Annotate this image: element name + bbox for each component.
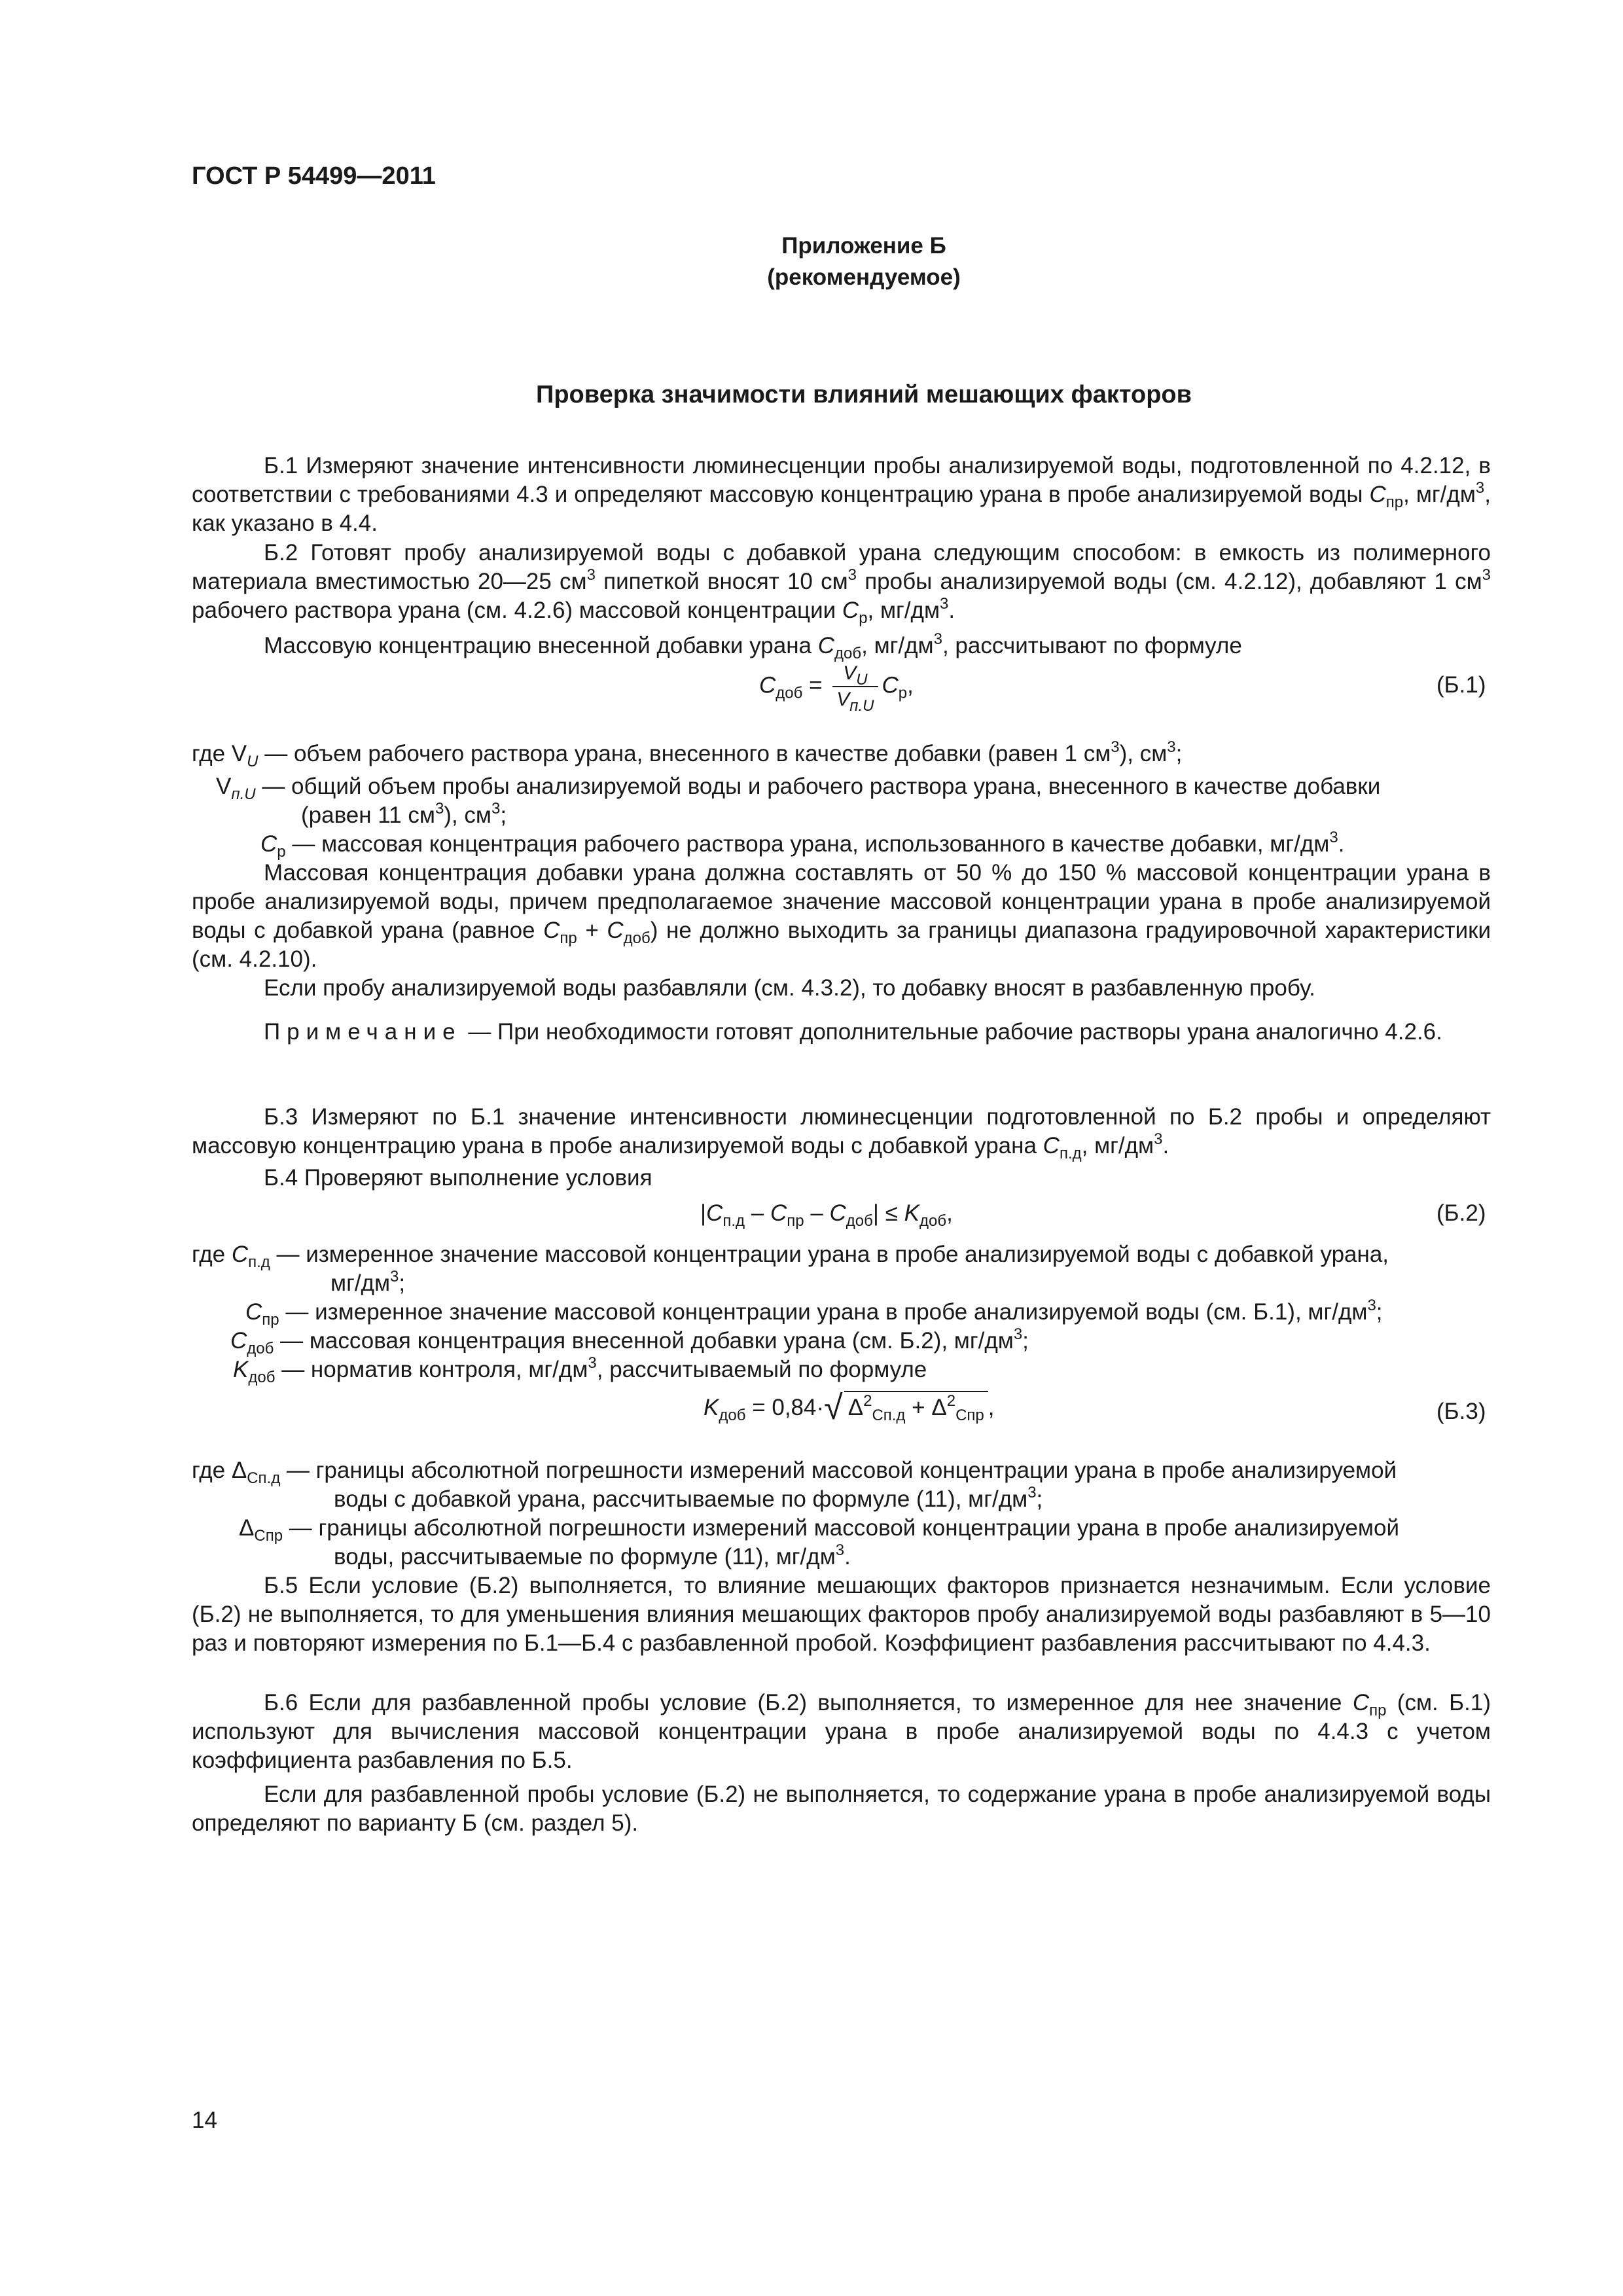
fraction-denominator: [832, 687, 878, 715]
superscript: 3: [586, 566, 596, 584]
v-symbol: V: [216, 774, 232, 799]
b3-tail: .: [1162, 1133, 1169, 1158]
appendix-label: Приложение Б: [781, 233, 946, 259]
fraction-numerator: [832, 661, 878, 687]
subscript: доб: [846, 1212, 873, 1230]
delta-symbol: Δ: [239, 1515, 255, 1541]
formula-comma: ,: [907, 672, 914, 698]
c-symbol: C: [770, 1200, 787, 1226]
subscript: пр: [1369, 1702, 1387, 1719]
delta-symbol: Δ: [231, 1458, 247, 1483]
paragraph-b5: Б.5 Если условие (Б.2) выполняется, то влияние мешающих факторов признается незначимым. Если условие (Б.2) не выполняется, то для уменьшения влияния мешающих факторов пробу анализируемой воды разбавляют в 5—10 раз и повторяют измерения по Б.1—Б.4 с разбавленной пробой. Коэффициент разбавления рассчитывают по 4.4.3.: [192, 1573, 1491, 1656]
subscript: доб: [719, 1407, 746, 1424]
superscript: 3: [835, 1541, 845, 1559]
vpu-definition-cont: (равен 11 см: [301, 802, 435, 828]
paragraph-dilution: Если пробу анализируемой воды разбавляли (см. 4.3.2), то добавку вносят в разбавленную пробу.: [264, 975, 1315, 1001]
c-symbol: C: [829, 1200, 846, 1226]
superscript: 3: [1475, 479, 1485, 497]
equation-number-b2: (Б.2): [1436, 1200, 1486, 1226]
mass-tail: , рассчитывают по формуле: [942, 633, 1242, 658]
where-prefix: где: [192, 1458, 232, 1483]
c-symbol: C: [543, 918, 560, 943]
paragraph-b2: [192, 539, 1491, 625]
b2-text: Б.2 Готовят пробу анализируемой воды с добавкой урана следующим способом: в емкость из полимерного материала вместимостью 20—25 см: [192, 540, 1491, 594]
subscript: Cпр: [254, 1527, 283, 1545]
k-symbol: K: [233, 1357, 249, 1382]
formula-comma: ,: [988, 1395, 995, 1420]
superscript: 3: [1013, 1325, 1023, 1343]
punctuation: ;: [399, 1270, 406, 1296]
where-line-delta-cpr-cont: [334, 1543, 851, 1571]
c-symbol: C: [882, 672, 899, 698]
vpu-definition: — общий объем пробы анализируемой воды и рабочего раствора урана, внесенного в качестве добавки: [255, 774, 1381, 799]
subscript: пр: [560, 929, 577, 947]
vu-unit: ), см: [1119, 741, 1168, 766]
superscript: 3: [940, 595, 949, 613]
c-symbol: C: [607, 918, 624, 943]
b2-unit: , мг/дм: [867, 598, 940, 623]
plus-sign: +: [905, 1395, 932, 1420]
c-symbol: C: [1043, 1133, 1060, 1158]
where-line-delta-cpr: [239, 1514, 1399, 1543]
kdob-definition: — норматив контроля, мг/дм: [275, 1357, 588, 1382]
abs-bar: |: [700, 1200, 707, 1226]
paragraph-b3: [192, 1103, 1491, 1160]
coefficient: = 0,84·: [745, 1395, 825, 1420]
c-symbol: C: [260, 831, 277, 857]
fraction: [832, 661, 878, 715]
subscript: п.д: [248, 1253, 270, 1271]
subscript: пр: [787, 1212, 804, 1230]
minus-sign: –: [745, 1200, 770, 1226]
superscript: 3: [390, 1268, 399, 1285]
b1-tail: , как указано в 4.4.: [192, 482, 1491, 536]
equals-sign: =: [802, 672, 829, 698]
mass-text: Массовую концентрацию внесенной добавки урана: [264, 633, 818, 658]
subscript: Cпр: [955, 1407, 984, 1424]
where-line-cpr: [245, 1298, 1383, 1327]
k-symbol: K: [704, 1395, 719, 1420]
paragraph-final: Если для разбавленной пробы условие (Б.2) не выполняется, то содержание урана в пробе анализируемой воды определяют по варианту Б (см. раздел 5).: [192, 1782, 1491, 1836]
b2-text-3: пробы анализируемой воды (см. 4.2.12), добавляют 1 см: [857, 569, 1482, 594]
where-prefix: где: [192, 1242, 232, 1267]
delta-cpr-cont: воды, рассчитываемые по формуле (11), мг/дм: [334, 1544, 836, 1570]
delta-cpr-definition: — границы абсолютной погрешности измерений массовой концентрации урана в пробе анализируемой: [283, 1515, 1400, 1541]
c-symbol: C: [706, 1200, 723, 1226]
paragraph-mass-formula-intro: [192, 632, 1491, 660]
superscript: 2: [946, 1392, 956, 1410]
delta-cpd-definition: — границы абсолютной погрешности измерений массовой концентрации урана в пробе анализируемой: [280, 1458, 1397, 1483]
paragraph-b1: [192, 452, 1491, 538]
appendix-type: (рекомендуемое): [767, 264, 961, 290]
leq-sign: ≤: [879, 1200, 904, 1226]
page-number: 14: [192, 2108, 217, 2133]
b1-text: Б.1 Измеряют значение интенсивности люминесценции пробы анализируемой воды, подготовленной по 4.2.12, в соответствии с требованиями 4.3 и определяют массовую концентрацию урана в пробе анализируемой воды: [192, 453, 1491, 507]
subscript: Cп.д: [872, 1407, 906, 1424]
v-symbol: V: [836, 689, 850, 710]
b3-text: Б.3 Измеряют по Б.1 значение интенсивности люминесценции подготовленной по Б.2 пробы и определяют массовую концентрацию урана в пробе анализируемой воды с добавкой урана: [192, 1104, 1491, 1158]
vpu-unit: ), см: [444, 802, 491, 828]
plus-sign: +: [577, 918, 607, 943]
delta-symbol: Δ: [931, 1395, 947, 1420]
b3-unit: , мг/дм: [1081, 1133, 1154, 1158]
subscript: доб: [919, 1212, 947, 1230]
c-symbol: C: [230, 1328, 247, 1354]
where-line-vpu: [216, 772, 1380, 801]
b1-unit: , мг/дм: [1403, 482, 1476, 507]
mass-unit: , мг/дм: [861, 633, 934, 658]
abs-bar: |: [872, 1200, 879, 1226]
superscript: 3: [491, 800, 501, 817]
b6-text: Б.6 Если для разбавленной пробы условие (Б.2) выполняется, то измеренное для нее значение: [264, 1690, 1353, 1715]
superscript: 3: [1167, 738, 1176, 756]
page-header: ГОСТ Р 54499—2011: [192, 162, 436, 190]
punctuation: ;: [1036, 1486, 1043, 1512]
k-symbol: K: [904, 1200, 920, 1226]
b2-text-4: рабочего раствора урана (см. 4.2.6) массовой концентрации: [192, 598, 842, 623]
cpd-unit: мг/дм: [330, 1270, 391, 1296]
c-symbol: C: [842, 598, 859, 623]
c-symbol: C: [245, 1299, 262, 1325]
subscript: Cп.д: [247, 1469, 281, 1487]
delta-symbol: Δ: [847, 1395, 864, 1420]
superscript: 3: [1329, 829, 1338, 846]
c-symbol: C: [759, 672, 776, 698]
subscript: пр: [1385, 493, 1404, 511]
superscript: 3: [847, 566, 857, 584]
formula-b2: [700, 1199, 953, 1228]
punctuation: .: [844, 1544, 851, 1570]
b2-text-2: пипеткой вносят 10 см: [595, 569, 848, 594]
superscript: 3: [1027, 1484, 1037, 1501]
punctuation: ;: [1175, 741, 1183, 766]
subscript: п.д: [1059, 1145, 1082, 1162]
superscript: 3: [588, 1354, 597, 1372]
page-title: [0, 380, 1623, 410]
subscript: доб: [248, 1369, 276, 1386]
subscript: р: [277, 843, 286, 861]
where-line-vu: [192, 740, 1182, 768]
subscript: доб: [834, 645, 862, 662]
punctuation: .: [1338, 831, 1345, 857]
cp-definition: — массовая концентрация рабочего раствора урана, использованного в качестве добавки, мг/дм: [285, 831, 1330, 857]
where-line-cpd-cont: [330, 1269, 405, 1298]
cpr-definition: — измеренное значение массовой концентрации урана в пробе анализируемой воды (см. Б.1), мг/дм: [279, 1299, 1368, 1325]
page-title-text: Проверка значимости влияний мешающих факторов: [536, 381, 1192, 408]
kdob-tail: , рассчитываемый по формуле: [596, 1357, 927, 1382]
note-label: Примечание: [264, 1019, 462, 1045]
subscript: доб: [776, 684, 803, 702]
subscript: пр: [262, 1311, 279, 1329]
formula-comma: ,: [946, 1200, 953, 1226]
radicand: [844, 1391, 988, 1422]
where-line-vpu-cont: [301, 801, 507, 830]
formula-b1: [759, 661, 914, 715]
b6-tail: (см. Б.1) используют для вычисления массовой концентрации урана в пробе анализируемой воды по 4.4.3 с учетом коэффициента разбавления по Б.5.: [192, 1690, 1491, 1773]
conc-tail: ) не должно выходить за границы диапазона градуировочной характеристики (см. 4.2.10).: [192, 918, 1491, 972]
where-line-delta-cpd-cont: [334, 1485, 1043, 1514]
subscript: U: [856, 671, 868, 689]
delta-cpd-cont: воды с добавкой урана, рассчитываемые по формуле (11), мг/дм: [334, 1486, 1028, 1512]
punctuation: ;: [1022, 1328, 1029, 1354]
where-line-cdob: [230, 1327, 1029, 1355]
subscript: р: [898, 684, 908, 702]
equation-number-b1: (Б.1): [1436, 672, 1486, 698]
subscript: п.U: [849, 697, 874, 715]
cdob-definition: — массовая концентрация внесенной добавки урана (см. Б.2), мг/дм: [274, 1328, 1014, 1354]
paragraph-b6: [192, 1689, 1491, 1775]
where-prefix: где V: [192, 741, 247, 766]
subscript: п.д: [722, 1212, 745, 1230]
c-symbol: C: [1369, 482, 1386, 507]
cpd-definition: — измеренное значение массовой концентрации урана в пробе анализируемой воды с добавкой урана,: [270, 1242, 1389, 1267]
subscript: доб: [247, 1340, 274, 1357]
punctuation: ;: [1376, 1299, 1383, 1325]
formula-b3: [704, 1389, 995, 1427]
subscript: р: [859, 609, 868, 627]
subscript: доб: [623, 929, 651, 947]
equation-number-b3: (Б.3): [1436, 1399, 1486, 1424]
superscript: 3: [933, 630, 942, 648]
superscript: 3: [1482, 566, 1491, 584]
superscript: 3: [1111, 738, 1120, 756]
paragraph-b4: Б.4 Проверяют выполнение условия: [264, 1165, 652, 1191]
where-line-cp: [260, 830, 1344, 859]
superscript: 3: [435, 800, 444, 817]
superscript: 3: [1367, 1297, 1376, 1314]
note: [192, 1018, 1491, 1047]
vu-definition: — объем рабочего раствора урана, внесенного в качестве добавки (равен 1 см: [258, 741, 1111, 766]
b2-tail: .: [948, 598, 955, 623]
v-symbol: V: [843, 662, 857, 684]
superscript: 2: [863, 1392, 872, 1410]
conc-text: Массовая концентрация добавки урана должна составлять от 50 % до 150 % массовой концентрации урана в пробе анализируемой воды, причем предполагаемое значение массовой концентрации урана в пробе анализируемой воды с добавкой урана (равное: [192, 860, 1491, 943]
where-line-cpd: [192, 1240, 1389, 1269]
where-line-delta-cpd: [192, 1456, 1397, 1485]
minus-sign: –: [804, 1200, 830, 1226]
note-text: — При необходимости готовят дополнительные рабочие растворы урана аналогично 4.2.6.: [461, 1019, 1442, 1045]
c-symbol: C: [1352, 1690, 1370, 1715]
c-symbol: C: [817, 633, 835, 658]
paragraph-concentration: [192, 859, 1491, 974]
subscript: п.U: [231, 785, 256, 803]
c-symbol: C: [231, 1242, 249, 1267]
radical-sign: √: [824, 1389, 843, 1427]
where-line-kdob: [233, 1355, 927, 1384]
superscript: 3: [1154, 1130, 1163, 1148]
punctuation: ;: [500, 802, 507, 828]
appendix-heading: [0, 230, 1623, 293]
subscript: U: [247, 753, 259, 770]
